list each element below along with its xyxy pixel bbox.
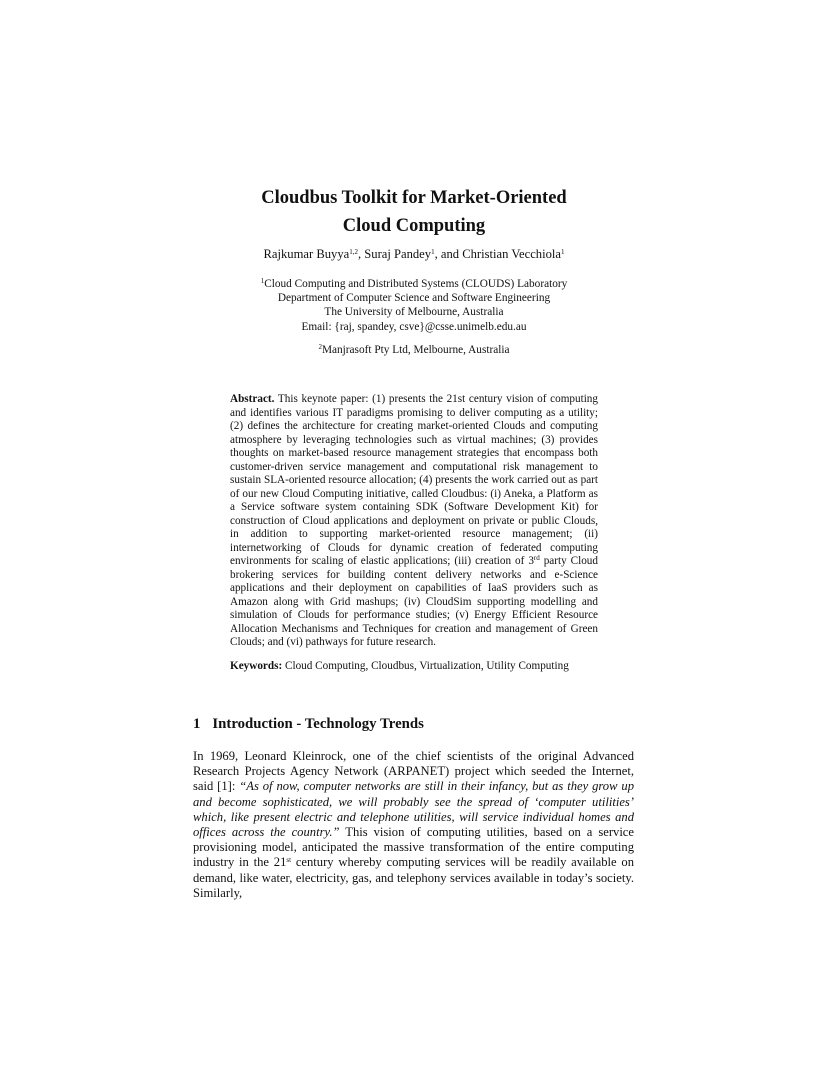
section-heading — [193, 714, 424, 734]
body-text: century whereby computing services will be readily available on demand, like water, electricity, gas, and telephony services available in today’s society. Similarly, — [193, 855, 634, 900]
author-list — [0, 246, 828, 262]
abstract-text: party Cloud brokering services for building content delivery networks and e-Science applications and their deployment on capabilities of IaaS providers such as Amazon along with Grid mashups; (iv) CloudSim supporting modelling and simulation of Clouds for performance studies; (v) Energy Efficient Resource Allocation Mechanisms and Techniques for creation and management of Green Clouds; and (vi) pathways for future research. — [230, 555, 598, 648]
body-superscript: st — [286, 856, 292, 865]
affiliation-company: Manjrasoft Pty Ltd, Melbourne, Australia — [321, 344, 510, 356]
title-line-1: Cloudbus Toolkit for Market-Oriented — [261, 188, 567, 208]
author-name: Rajkumar Buyya — [263, 247, 350, 261]
affiliation-email: Email: {raj, spandey, csve}@csse.unimelb.edu.au — [301, 320, 527, 333]
affiliation-mark: 2 — [318, 343, 322, 351]
affiliation-mark: 1 — [260, 277, 265, 285]
body-text: In 1969, Leonard Kleinrock, one of the chief scientists of the original Advanced Research Projects Agency Network (ARPANET) project which seeded the Internet, said [1]: — [193, 749, 634, 794]
author-name: Christian Vecchiola — [462, 247, 561, 261]
keywords-text: Cloud Computing, Cloudbus, Virtualization, Utility Computing — [282, 660, 569, 672]
paper-title — [0, 184, 828, 240]
author-affiliation-mark: 1 — [560, 248, 565, 256]
affiliation-2 — [0, 343, 828, 357]
author-affiliation-mark: 1 — [431, 248, 435, 256]
affiliation-department: Department of Computer Science and Software Engineering — [277, 292, 551, 305]
title-line-2: Cloud Computing — [342, 216, 486, 236]
author-separator: , and — [434, 247, 463, 261]
affiliation-lab: Cloud Computing and Distributed Systems (CLOUDS) Laboratory — [264, 278, 568, 290]
section-title: Introduction - Technology Trends — [212, 716, 424, 732]
keywords — [230, 659, 610, 673]
abstract-text: This keynote paper: (1) presents the 21st century vision of computing and identifies various IT paradigms promising to deliver computing as a utility; (2) defines the architecture for creating market-oriented Clouds and computing atmosphere by leveraging technologies such as virtual machines; (3) provides thoughts on market-based resource management strategies that encompass both customer-driven service management and computational risk management to sustain SLA-oriented resource allocation; (4) presents the work carried out as part of our new Cloud Computing initiative, called Cloudbus: (i) Aneka, a Platform as a Service software system containing SDK (Software Development Kit) for construction of Cloud applications and deployment on private or public Clouds, in addition to supporting market-oriented resource management; (ii) internetworking of Clouds for dynamic creation of federated computing environments for scaling of elastic applications; (iii) creation of 3 — [230, 393, 598, 567]
affiliation-1 — [0, 277, 828, 334]
keywords-label: Keywords: — [230, 660, 283, 672]
body-paragraph — [193, 749, 634, 901]
body-text: This vision of computing utilities, based on a service provisioning model, anticipated the massive transformation of the entire computing industry in the 21 — [193, 825, 634, 870]
author-name: Suraj Pandey — [364, 247, 432, 261]
abstract-superscript: rd — [533, 554, 540, 562]
author-separator: , — [357, 247, 365, 261]
author-affiliation-mark: 1,2 — [349, 248, 358, 256]
abstract — [230, 393, 598, 650]
section-number: 1 — [193, 716, 201, 732]
affiliation-university: The University of Melbourne, Australia — [324, 306, 504, 319]
body-quote: “As of now, computer networks are still in their infancy, but as they grow up and become sophisticated, we will probably see the spread of ‘computer utilities’ which, like present electric and telephone utilities, will service individual homes and offices across the country.” — [193, 779, 634, 840]
abstract-label: Abstract. — [230, 393, 275, 405]
